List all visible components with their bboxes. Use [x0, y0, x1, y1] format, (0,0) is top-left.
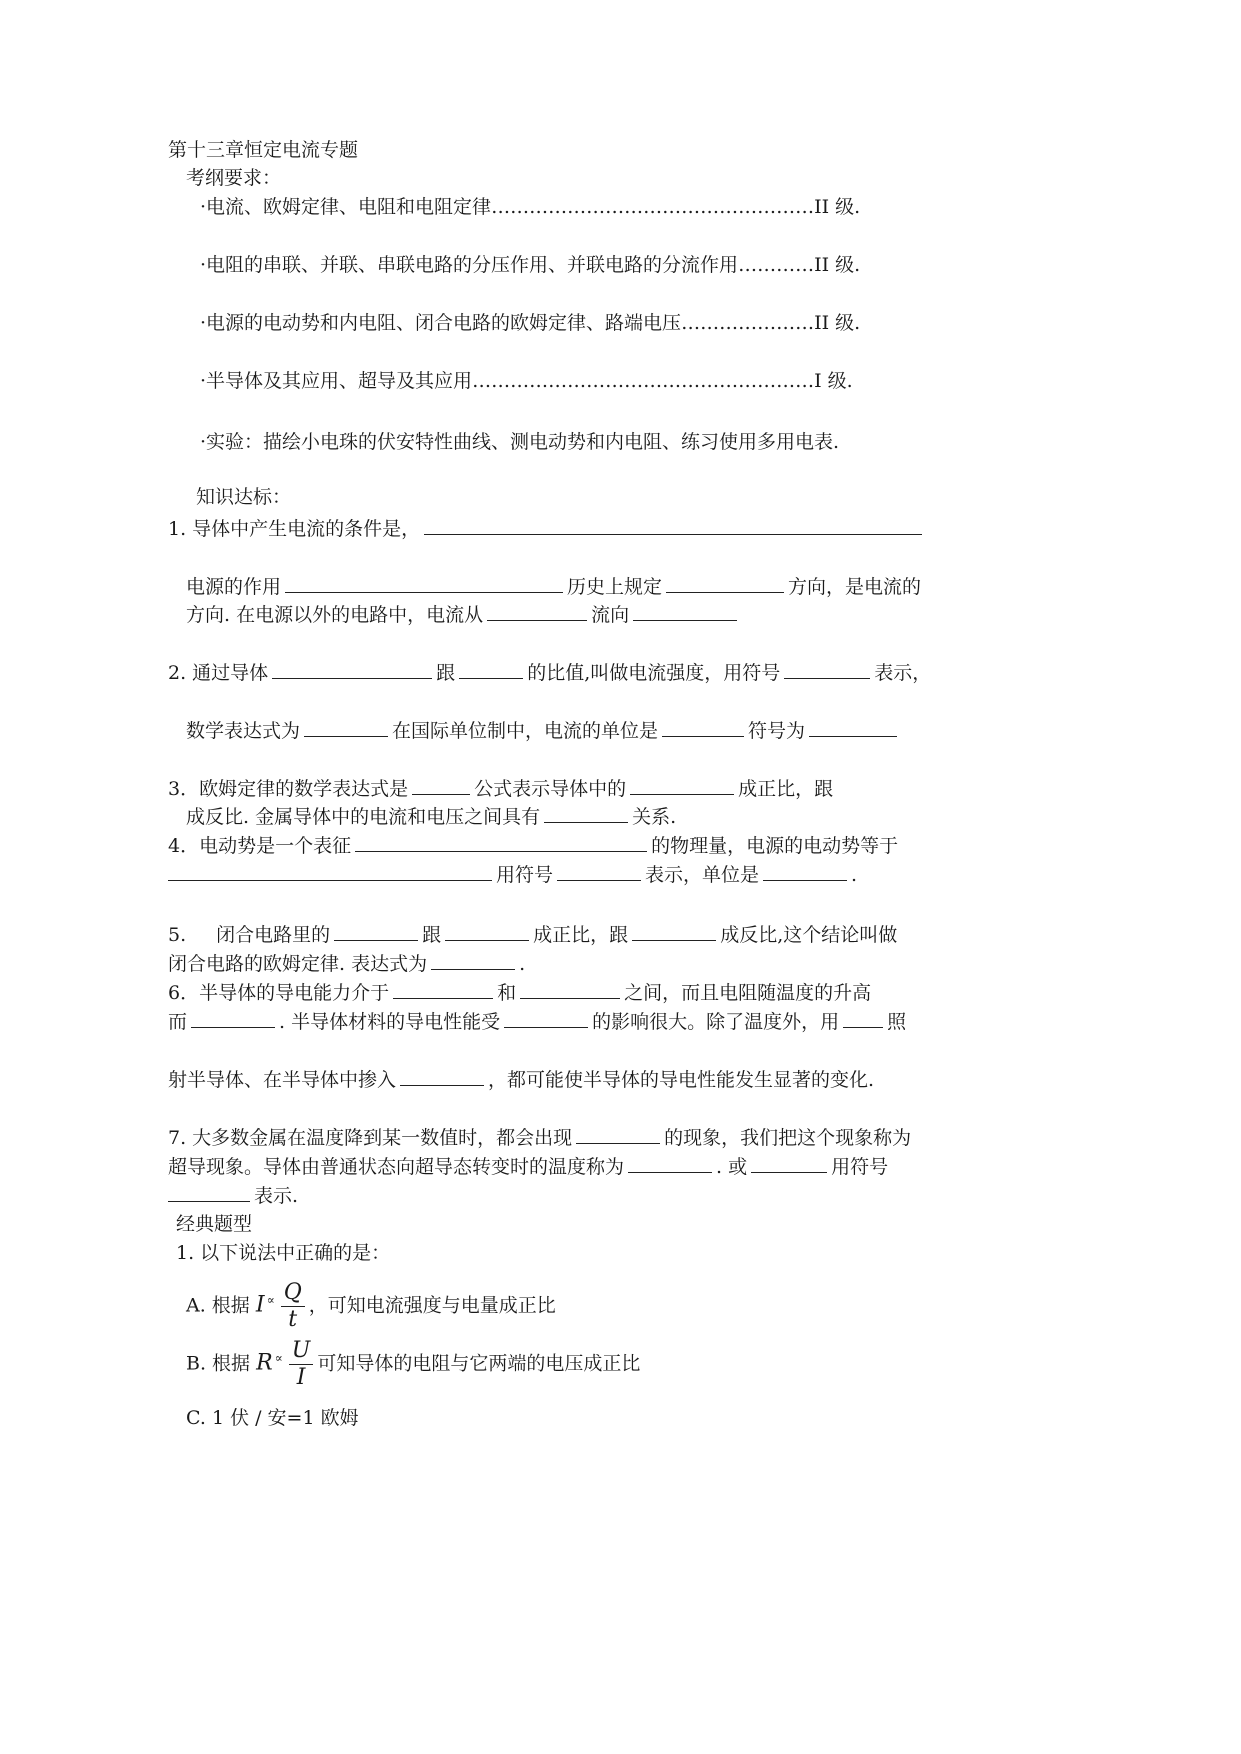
option-c: C. 1 伏 / 安=1 欧姆 — [186, 1407, 359, 1429]
answer-blank[interactable] — [445, 920, 529, 941]
answer-blank[interactable] — [412, 774, 470, 795]
question-1-line-2: 电源的作用 历史上规定 方向，是电流的 — [186, 572, 921, 601]
answer-blank[interactable] — [576, 1123, 660, 1144]
answer-blank[interactable] — [751, 1152, 827, 1173]
classic-heading: 经典题型 — [176, 1213, 253, 1235]
classic-question-1: 1. 以下说法中正确的是： — [176, 1242, 391, 1264]
question-3-line-1: 3．欧姆定律的数学表达式是 公式表示导体中的 成正比，跟 — [168, 774, 833, 803]
answer-blank[interactable] — [272, 658, 432, 679]
question-5-line-2: 闭合电路的欧姆定律. 表达式为 . — [168, 949, 525, 978]
answer-blank[interactable] — [304, 716, 388, 737]
answer-blank[interactable] — [809, 716, 897, 737]
answer-blank[interactable] — [400, 1065, 484, 1086]
fraction: $\frac{Q}{t}$ — [281, 1280, 305, 1333]
question-6-line-1: 6．半导体的导电能力介于 和 之间，而且电阻随温度的升高 — [168, 978, 871, 1007]
option-b: B. 根据 R ∝ $\frac{U}{I}$ 可知导体的电阻与它两端的电压成正比 — [186, 1337, 641, 1390]
page-title: 第十三章恒定电流专题 — [168, 139, 359, 161]
answer-blank[interactable] — [393, 978, 493, 999]
answer-blank[interactable] — [334, 920, 418, 941]
question-1-line-3: 方向. 在电源以外的电路中，电流从 流向 — [186, 600, 741, 629]
question-7-line-2: 超导现象。导体由普通状态向超导态转变时的温度称为 . 或 用符号 — [168, 1152, 888, 1181]
answer-blank[interactable] — [168, 1181, 250, 1202]
syllabus-item: ·实验：描绘小电珠的伏安特性曲线、测电动势和内电阻、练习使用多用电表. — [200, 431, 840, 453]
answer-blank[interactable] — [843, 1007, 883, 1028]
answer-blank[interactable] — [459, 658, 523, 679]
syllabus-item: ·电流、欧姆定律、电阻和电阻定律……………………………………………II 级. — [200, 196, 861, 218]
answer-blank[interactable] — [630, 774, 734, 795]
option-a: A. 根据 I ∝ $\frac{Q}{t}$ ，可知电流强度与电量成正比 — [186, 1279, 556, 1332]
question-7-line-3: 表示. — [164, 1181, 298, 1210]
answer-blank[interactable] — [431, 949, 515, 970]
answer-blank[interactable] — [487, 600, 587, 621]
answer-blank[interactable] — [168, 860, 492, 881]
syllabus-heading: 考纲要求： — [186, 167, 282, 189]
question-1-line-1: 1. 导体中产生电流的条件是， — [168, 514, 926, 543]
answer-blank[interactable] — [520, 978, 620, 999]
question-2-line-2: 数学表达式为 在国际单位制中，电流的单位是 符号为 — [186, 716, 901, 745]
answer-blank[interactable] — [191, 1007, 275, 1028]
question-7-line-1: 7. 大多数金属在温度降到某一数值时，都会出现 的现象，我们把这个现象称为 — [168, 1123, 911, 1152]
answer-blank[interactable] — [355, 831, 647, 852]
answer-blank[interactable] — [628, 1152, 712, 1173]
knowledge-heading: 知识达标： — [196, 486, 292, 508]
answer-blank[interactable] — [504, 1007, 588, 1028]
answer-blank[interactable] — [424, 514, 922, 535]
answer-blank[interactable] — [633, 600, 737, 621]
question-6-line-2: 而 . 半导体材料的导电性能受 的影响很大。除了温度外，用 照 — [168, 1007, 906, 1036]
answer-blank[interactable] — [632, 920, 716, 941]
answer-blank[interactable] — [666, 572, 784, 593]
question-4-line-2: 用符号 表示，单位是 . — [164, 860, 857, 889]
answer-blank[interactable] — [544, 802, 628, 823]
question-5-line-1: 5. 闭合电路里的 跟 成正比，跟 成反比,这个结论叫做 — [168, 920, 897, 949]
syllabus-item: ·半导体及其应用、超导及其应用………………………………………………I 级. — [200, 370, 853, 392]
syllabus-item: ·电源的电动势和内电阻、闭合电路的欧姆定律、路端电压…………………II 级. — [200, 312, 861, 334]
question-3-line-2: 成反比. 金属导体中的电流和电压之间具有 关系. — [186, 802, 676, 831]
question-6-line-3: 射半导体、在半导体中掺入 ，都可能使半导体的导电性能发生显著的变化. — [168, 1065, 874, 1094]
answer-blank[interactable] — [285, 572, 563, 593]
question-2-line-1: 2. 通过导体 跟 的比值,叫做电流强度，用符号 表示， — [168, 658, 931, 687]
answer-blank[interactable] — [784, 658, 870, 679]
answer-blank[interactable] — [662, 716, 744, 737]
question-4-line-1: 4．电动势是一个表征 的物理量，电源的电动势等于 — [168, 831, 898, 860]
answer-blank[interactable] — [763, 860, 847, 881]
fraction: $\frac{U}{I}$ — [289, 1338, 314, 1391]
answer-blank[interactable] — [557, 860, 641, 881]
syllabus-item: ·电阻的串联、并联、串联电路的分压作用、并联电路的分流作用…………II 级. — [200, 254, 861, 276]
